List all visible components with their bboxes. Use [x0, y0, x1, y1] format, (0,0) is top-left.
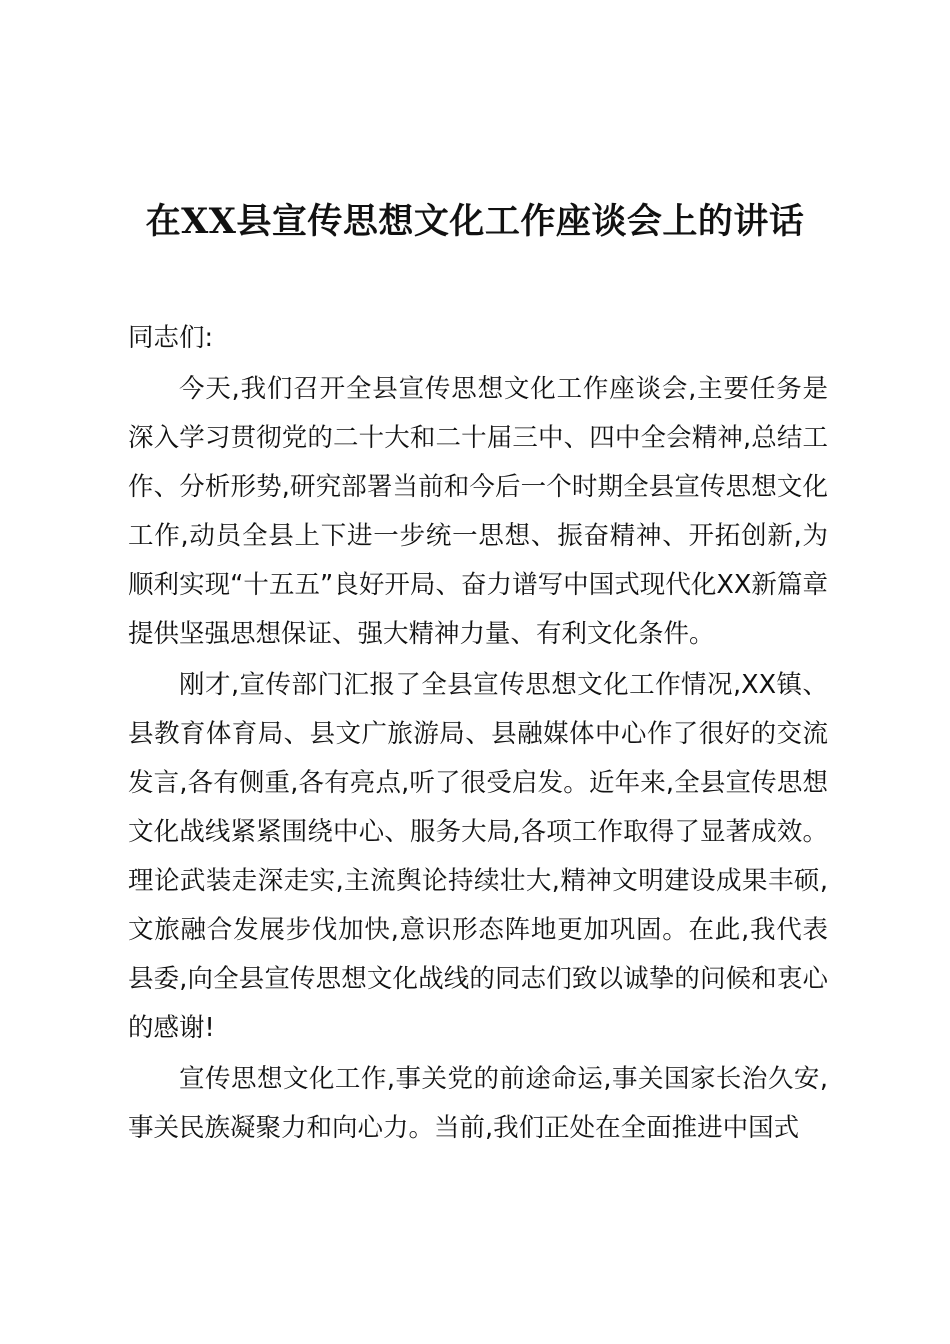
document-body	[128, 314, 828, 1155]
paragraph-3: 宣传思想文化工作,事关党的前途命运,事关国家长治久安,事关民族凝聚力和向心力。当前,我们正处在全面推进中国式	[128, 1064, 828, 1143]
paragraph-1: 今天,我们召开全县宣传思想文化工作座谈会,主要任务是深入学习贯彻党的二十大和二十届三中、四中全会精神,总结工作、分析形势,研究部署当前和今后一个时期全县宣传思想文化工作,动员全县上下进一步统一思想、振奋精神、开拓创新,为顺利实现“十五五”良好开局、奋力谱写中国式现代化XX新篇章提供坚强思想保证、强大精神力量、有利文化条件。	[128, 374, 828, 649]
document-title: 在XX县宣传思想文化工作座谈会上的讲话	[145, 201, 805, 242]
salutation: 同志们:	[128, 323, 214, 353]
paragraph-2: 刚才,宣传部门汇报了全县宣传思想文化工作情况,XX镇、县教育体育局、县文广旅游局、县融媒体中心作了很好的交流发言,各有侧重,各有亮点,听了很受启发。近年来,全县宣传思想文化战线紧紧围绕中心、服务大局,各项工作取得了显著成效。理论武装走深走实,主流舆论持续壮大,精神文明建设成果丰硕,文旅融合发展步伐加快,意识形态阵地更加巩固。在此,我代表县委,向全县宣传思想文化战线的同志们致以诚挚的问候和衷心的感谢!	[128, 670, 828, 1043]
